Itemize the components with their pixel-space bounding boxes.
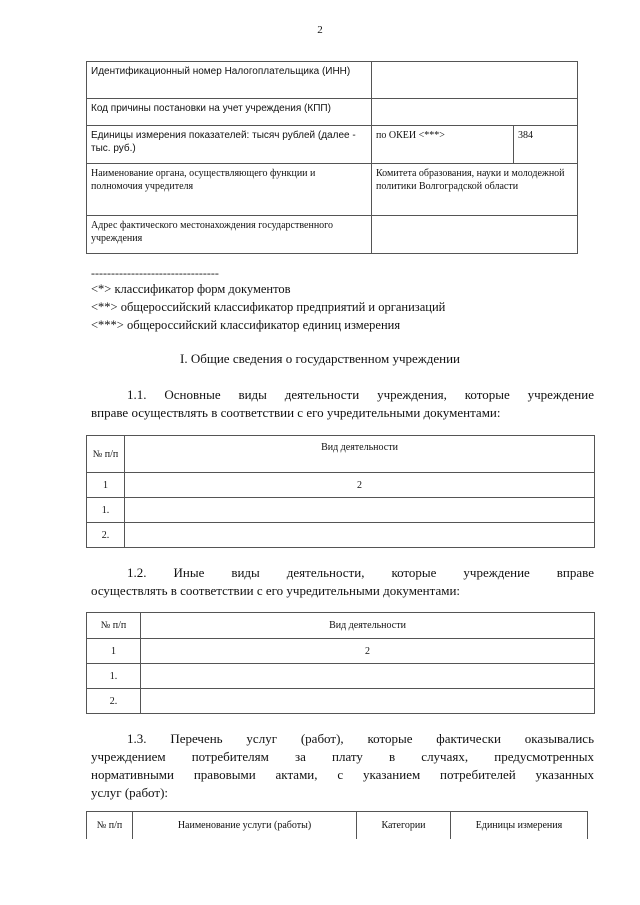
kpp-value-cell <box>372 99 578 126</box>
table-row <box>87 99 578 126</box>
table-row <box>87 216 578 254</box>
para-1-1-line1: 1.1. Основные виды деятельности учреждения, которые учреждение <box>127 387 594 402</box>
table-row <box>87 126 578 164</box>
table-row <box>87 639 595 664</box>
page-number: 2 <box>317 24 323 36</box>
col-activity-header: Вид деятельности <box>125 436 595 473</box>
table-row <box>87 664 595 689</box>
table-header-row <box>87 613 595 639</box>
index-cell: 2 <box>125 473 595 498</box>
table-row <box>87 473 595 498</box>
para-1-3-line4: услуг (работ): <box>91 785 169 800</box>
col-service-name-header: Наименование услуги (работы) <box>133 812 357 839</box>
table-header-row <box>87 812 588 839</box>
section-heading: I. Общие сведения о государственном учреждении <box>180 351 460 366</box>
activity-cell <box>125 498 595 523</box>
para-1-3-line1: 1.3. Перечень услуг (работ), которые фактически оказывались <box>127 731 594 746</box>
row-number: 1. <box>87 664 141 689</box>
founder-organ-label: Наименование органа, осуществляющего функции и полномочия учредителя <box>87 164 372 216</box>
table-row <box>87 62 578 99</box>
table-header-row <box>87 436 595 473</box>
okei-code: 384 <box>514 126 578 164</box>
kpp-label: Код причины постановки на учет учреждения (КПП) <box>87 99 372 126</box>
footnote-enterprises: <**> общероссийский классификатор предприятий и организаций <box>91 300 446 314</box>
main-activities-table <box>86 435 595 548</box>
row-number: 2. <box>87 523 125 548</box>
okei-label: по ОКЕИ <***> <box>372 126 514 164</box>
table-row <box>87 523 595 548</box>
col-num-header: № п/п <box>87 436 125 473</box>
founder-organ-value: Комитета образования, науки и молодежной политики Волгоградской области <box>372 164 578 216</box>
footnote-separator: -------------------------------- <box>91 266 219 280</box>
index-cell: 1 <box>87 473 125 498</box>
col-units-header: Единицы измерения <box>451 812 588 839</box>
address-label: Адрес фактического местонахождения государственного учреждения <box>87 216 372 254</box>
row-number: 1. <box>87 498 125 523</box>
para-1-1-line2: вправе осуществлять в соответствии с его учредительными документами: <box>91 405 501 420</box>
inn-value-cell <box>372 62 578 99</box>
col-activity-header: Вид деятельности <box>141 613 595 639</box>
activity-cell <box>141 664 595 689</box>
institution-info-table <box>86 61 578 254</box>
table-row <box>87 498 595 523</box>
col-num-header: № п/п <box>87 613 141 639</box>
units-label: Единицы измерения показателей: тысяч рублей (далее - тыс. руб.) <box>87 126 372 164</box>
activity-cell <box>141 689 595 714</box>
row-number: 2. <box>87 689 141 714</box>
table-row <box>87 689 595 714</box>
other-activities-table <box>86 612 595 714</box>
footnote-units: <***> общероссийский классификатор единиц измерения <box>91 318 401 332</box>
col-category-header: Категории <box>357 812 451 839</box>
inn-label: Идентификационный номер Налогоплательщика (ИНН) <box>87 62 372 99</box>
para-1-3-line3: нормативными правовыми актами, с указанием потребителей указанных <box>91 767 594 782</box>
index-cell: 2 <box>141 639 595 664</box>
address-value-cell <box>372 216 578 254</box>
table-row <box>87 164 578 216</box>
col-num-header: № п/п <box>87 812 133 839</box>
activity-cell <box>125 523 595 548</box>
para-1-2-line2: осуществлять в соответствии с его учредительными документами: <box>91 583 461 598</box>
para-1-3-line2: учреждением потребителям за плату в случаях, предусмотренных <box>91 749 594 764</box>
footnote-forms: <*> классификатор форм документов <box>91 282 291 296</box>
paid-services-table <box>86 811 588 839</box>
para-1-2-line1: 1.2. Иные виды деятельности, которые учреждение вправе <box>127 565 594 580</box>
index-cell: 1 <box>87 639 141 664</box>
